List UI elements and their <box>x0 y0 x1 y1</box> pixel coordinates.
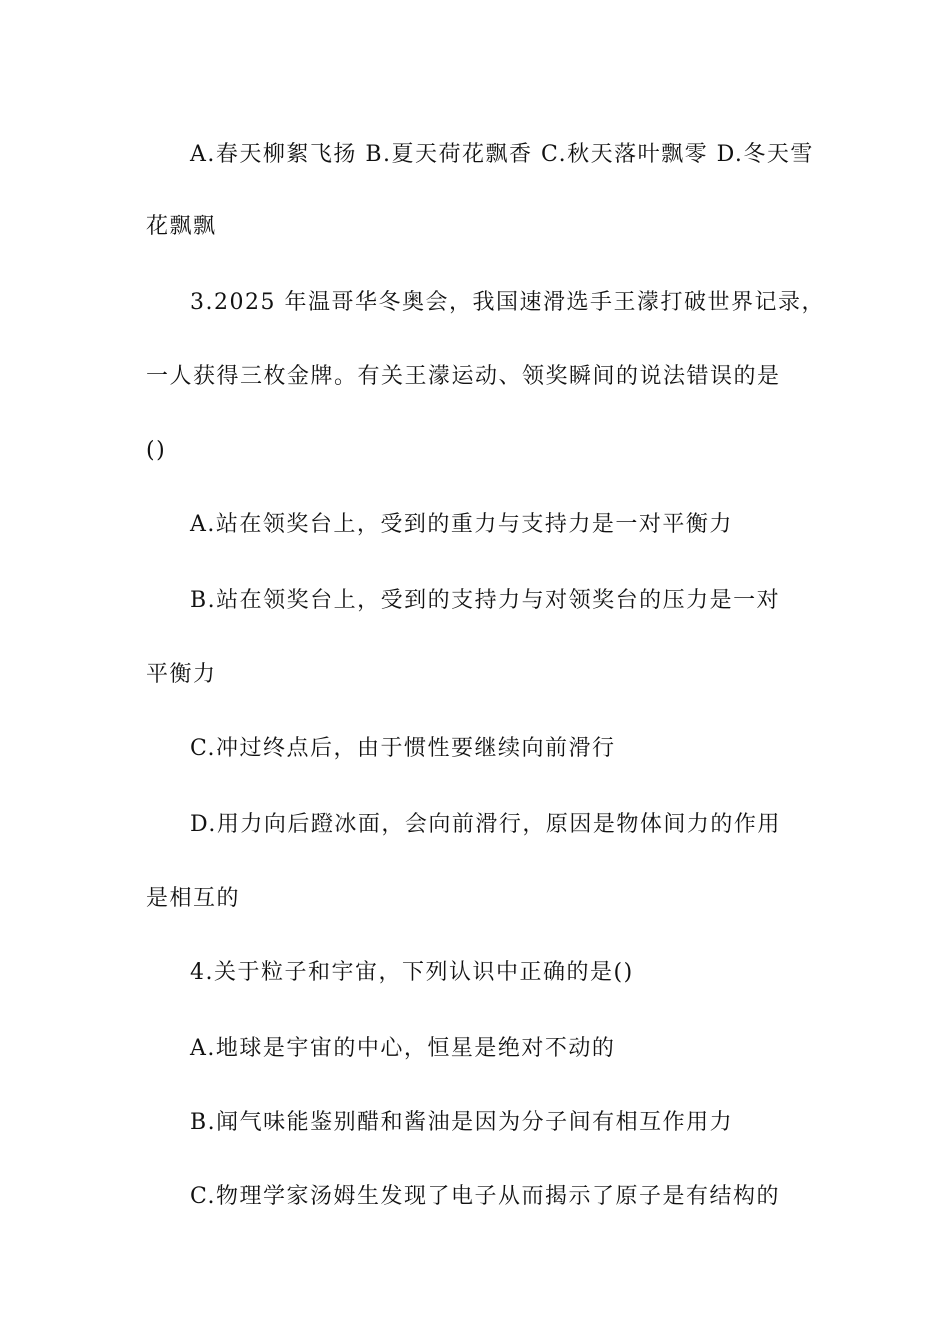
question-4-line-1: 4.关于粒子和宇宙，下列认识中正确的是() <box>190 960 634 985</box>
question-4-option-c: C.物理学家汤姆生发现了电子从而揭示了原子是有结构的 <box>190 1184 781 1209</box>
question-3-option-b-cont: 平衡力 <box>146 662 217 687</box>
question-3-option-a: A.站在领奖台上，受到的重力与支持力是一对平衡力 <box>190 512 733 537</box>
question-4-option-b: B.闻气味能鉴别醋和酱油是因为分子间有相互作用力 <box>190 1110 734 1135</box>
question-4-option-a: A.地球是宇宙的中心，恒星是绝对不动的 <box>190 1036 616 1061</box>
option-line-seasons-cont: 花飘飘 <box>146 214 217 239</box>
question-3-option-d-cont: 是相互的 <box>146 886 241 911</box>
question-3-line-1: 3.2025 年温哥华冬奥会，我国速滑选手王濛打破世界记录， <box>190 290 825 315</box>
question-3-option-c: C.冲过终点后，由于惯性要继续向前滑行 <box>190 736 616 761</box>
question-3-line-2: 一人获得三枚金牌。有关王濛运动、领奖瞬间的说法错误的是 <box>146 364 781 389</box>
question-3-option-b: B.站在领奖台上，受到的支持力与对领奖台的压力是一对 <box>190 588 781 613</box>
question-3-option-d: D.用力向后蹬冰面，会向前滑行，原因是物体间力的作用 <box>190 812 781 837</box>
question-3-line-3: () <box>146 438 167 463</box>
option-line-seasons: A.春天柳絮飞扬 B.夏天荷花飘香 C.秋天落叶飘零 D.冬天雪 <box>190 142 814 167</box>
